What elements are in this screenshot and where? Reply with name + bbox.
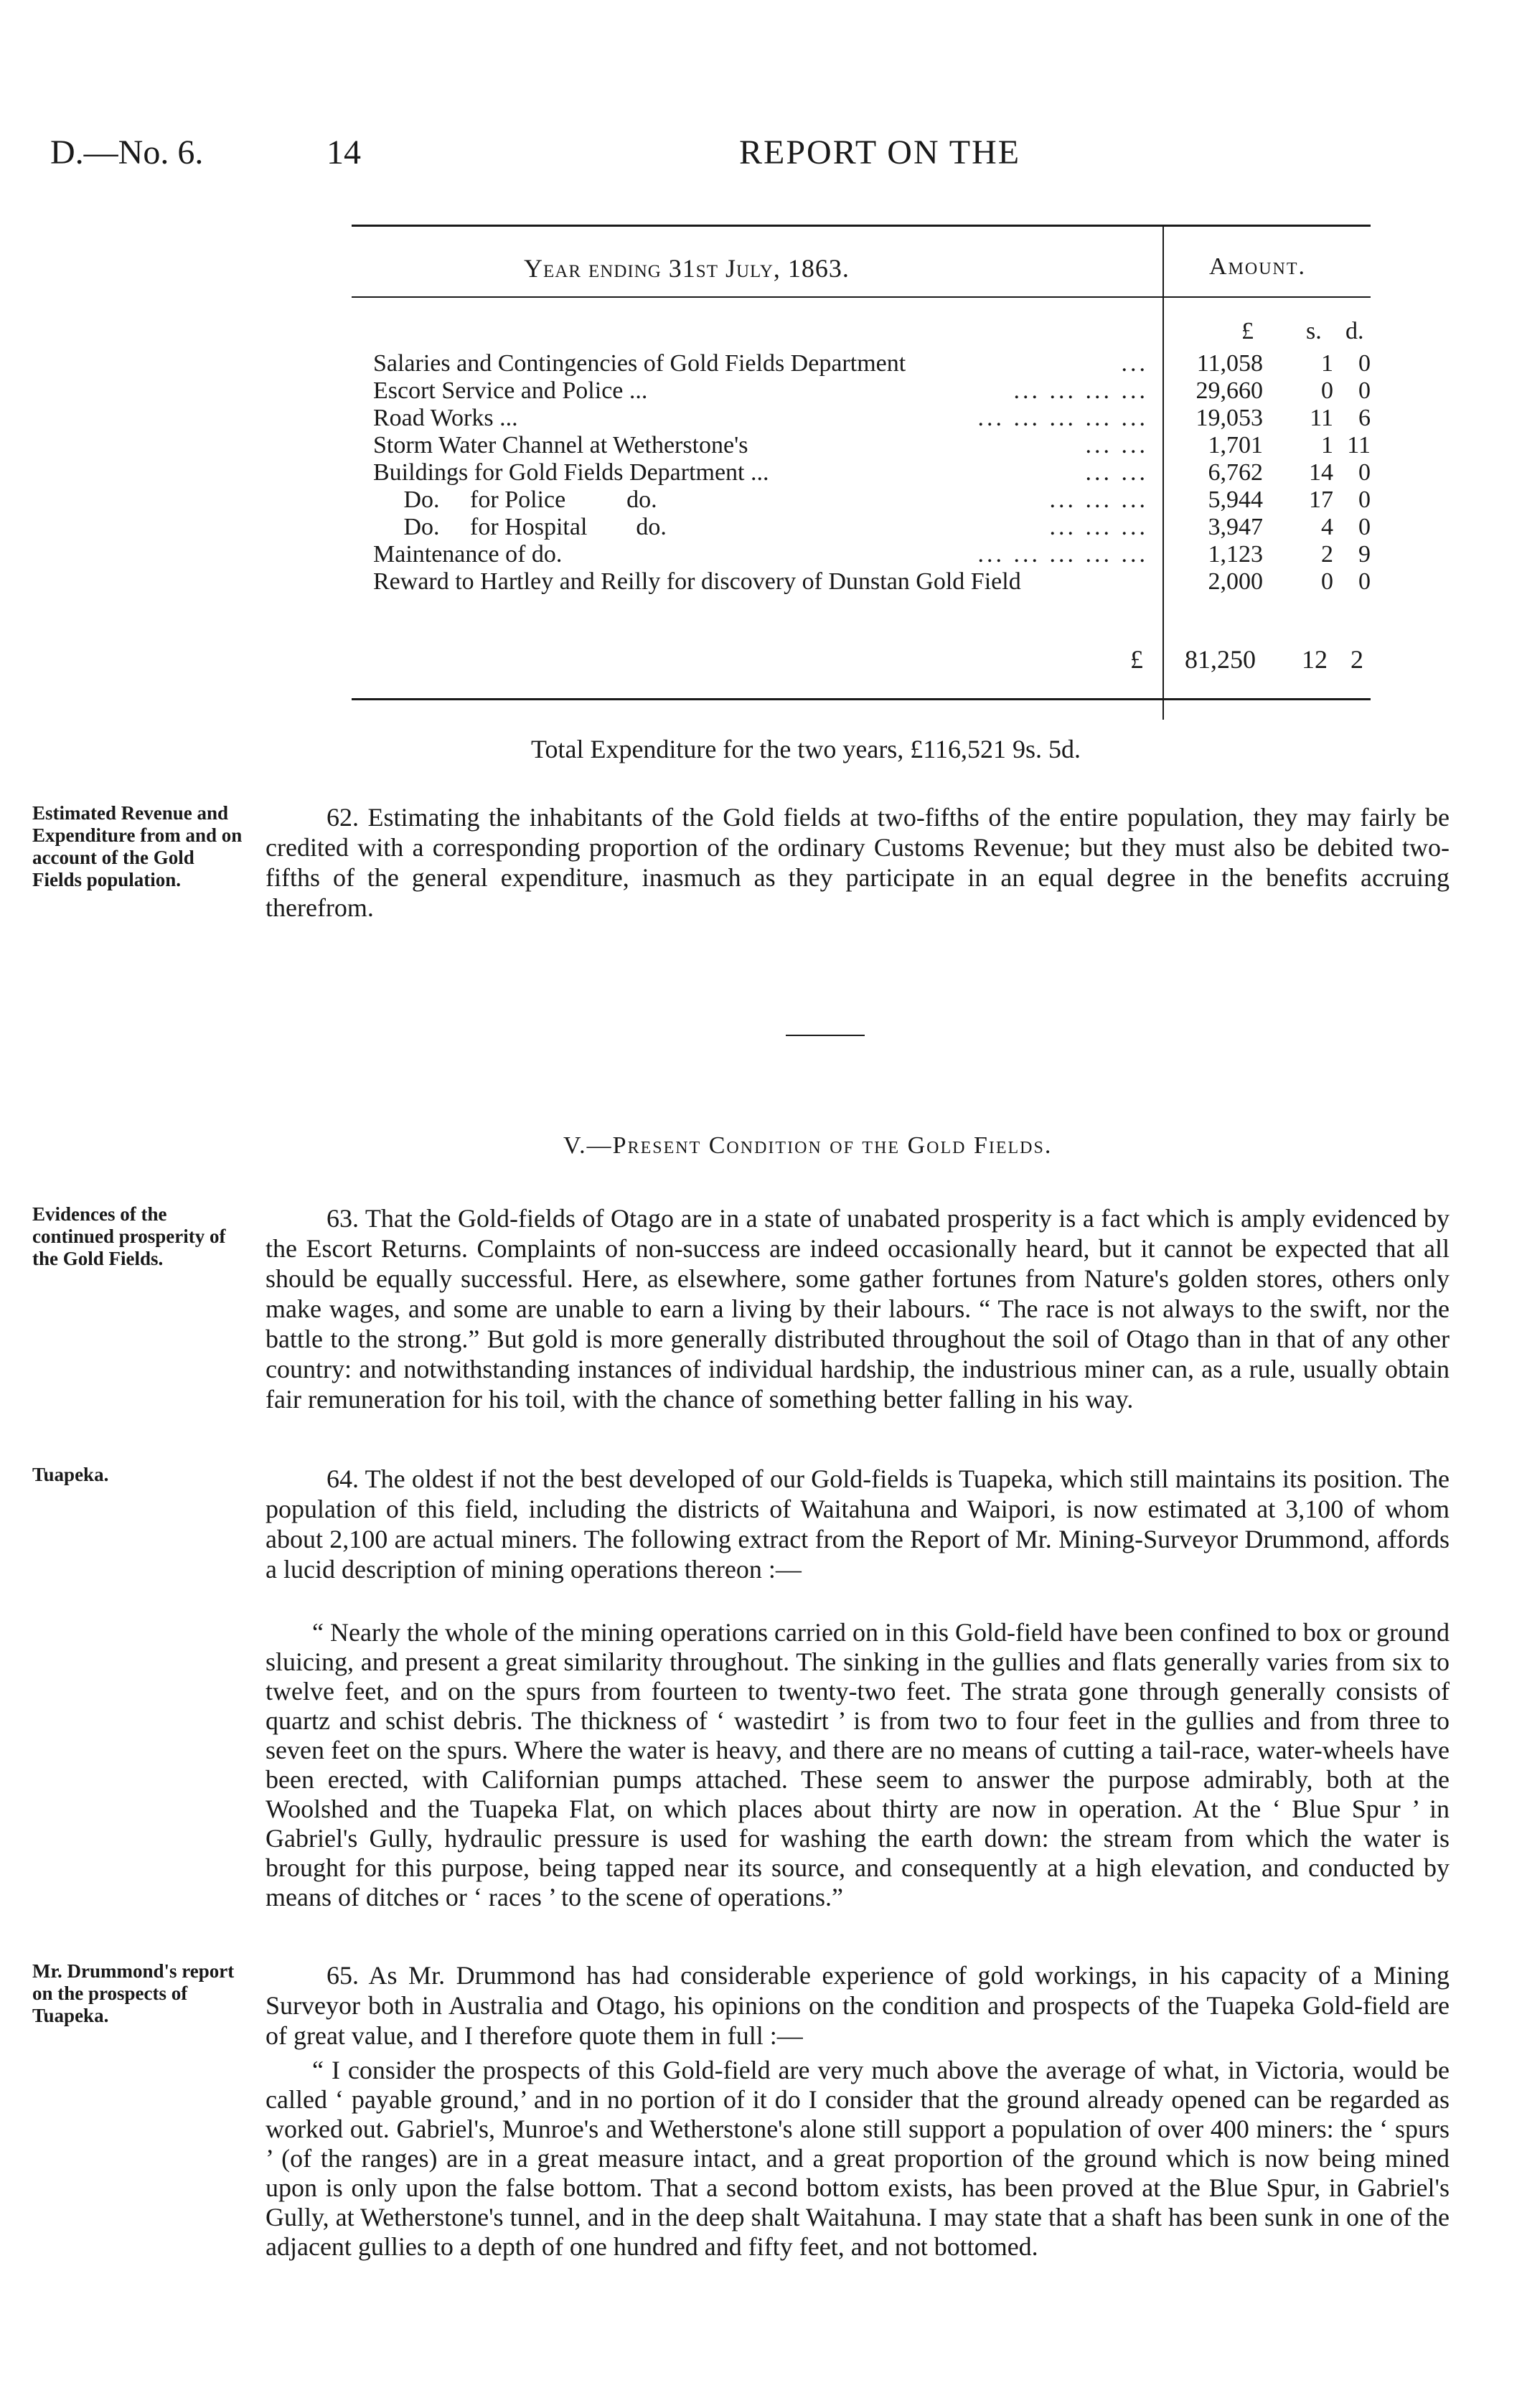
leader-dots: ... ... ... ... ...	[977, 541, 1148, 568]
pounds-value: 3,947	[1208, 514, 1263, 540]
pounds-unit: £	[1241, 318, 1254, 344]
row-label: Maintenance of do.	[373, 541, 563, 568]
pounds-value: 19,053	[1195, 405, 1263, 431]
shillings-value: 1	[1321, 432, 1333, 458]
table-row	[373, 514, 1371, 542]
margin-note-tuapeka: Tuapeka.	[32, 1464, 109, 1485]
margin-note-prosperity: Evidences of the continued prosperity of the Gold Fields.	[32, 1203, 226, 1269]
table-bottom-rule	[352, 698, 1371, 700]
row-label: Escort Service and Police ...	[373, 377, 648, 404]
shillings-value: 4	[1321, 514, 1333, 540]
shillings-value: 17	[1309, 486, 1333, 513]
total-expenditure-line: Total Expenditure for the two years, £116,521 9s. 5d.	[531, 735, 1081, 763]
table-heading-year: Year ending 31st July, 1863.	[524, 254, 850, 283]
pence-value: 11	[1347, 432, 1371, 458]
pounds-value: 1,123	[1208, 541, 1263, 568]
total-pounds: 81,250	[1185, 645, 1256, 674]
row-label: Storm Water Channel at Wetherstone's	[373, 432, 748, 458]
leader-dots: ... ...	[1085, 459, 1148, 486]
pounds-value: 5,944	[1208, 486, 1263, 513]
table-row	[373, 405, 1371, 433]
row-label: Buildings for Gold Fields Department ...	[373, 459, 769, 486]
table-total-row	[352, 644, 1371, 676]
shillings-value: 0	[1321, 568, 1333, 595]
table-row	[373, 541, 1371, 570]
leader-dots: ... ... ... ... ...	[977, 405, 1148, 431]
table-heading-amount: Amount.	[1209, 253, 1307, 280]
quote-text: “ I consider the prospects of this Gold-field are very much above the average of what, in Victoria, would be called ‘ payable ground,’ and in no portion of it do I consider that the ground already opened can be regarded as worked out. Gabriel's, Munroe's and Wetherstone's alone still support a population of over 400 miners: the ‘ spurs ’ (of the ranges) are in a great measure intact, and a great proportion of the ground which is now being mined upon is only upon the false bottom. That a second bottom exists, has been proved at the Blue Spur, in Gabriel's Gully, at Wetherstone's tunnel, and in the deep shalt Waitahuna. I may state that a shaft has been sunk in one of the adjacent gullies to a depth of one hundred and fifty feet, and not bottomed.	[266, 2056, 1450, 2261]
page-number: 14	[327, 133, 361, 171]
row-label: Reward to Hartley and Reilly for discovery of Dunstan Gold Field	[373, 568, 1021, 595]
table-row	[373, 486, 1371, 515]
table-row	[373, 350, 1371, 379]
total-pence: 2	[1350, 645, 1363, 674]
paragraph-text: 63. That the Gold-fields of Otago are in a state of unabated prosperity is a fact which is amply evidenced by the Escort Returns. Complaints of non-success are indeed occasionally heard, but it cannot be expected that all should be equally successful. Here, as elsewhere, some gather fortunes from Nature's golden stores, others only make wages, and some are unable to earn a living by their labours. “ The race is not always to the swift, nor the battle to the strong.” But gold is more generally distributed throughout the soil of Otago than in that of any other country: and notwithstanding instances of individual hardship, the industrious miner can, as a rule, usually obtain fair remuneration for his toil, with the chance of something better falling in his way.	[266, 1204, 1450, 1414]
pence-value: 0	[1358, 350, 1371, 377]
pence-value: 0	[1358, 514, 1371, 540]
pence-value: 0	[1358, 568, 1371, 595]
pounds-value: 6,762	[1208, 459, 1263, 486]
leader-dots: ... ...	[1085, 432, 1148, 458]
pence-value: 0	[1358, 459, 1371, 486]
paragraph-text: 65. As Mr. Drummond has had considerable experience of gold workings, in his capacity of a Mining Surveyor both in Australia and Otago, his opinions on the condition and prospects of the Tuapeka Gold-field are of great value, and I therefore quote them in full :—	[266, 1961, 1450, 2050]
table-row	[373, 432, 1371, 461]
table-row	[373, 459, 1371, 488]
table-top-rule	[352, 225, 1371, 227]
pounds-value: 1,701	[1208, 432, 1263, 458]
running-title: REPORT ON THE	[739, 133, 1021, 171]
paragraph-62	[266, 802, 1450, 923]
shillings-value: 11	[1310, 405, 1333, 431]
row-label: Do. for Hospital do.	[373, 514, 667, 540]
leader-dots: ... ... ...	[1049, 486, 1148, 513]
section-heading: V.—Present Condition of the Gold Fields.	[563, 1132, 1053, 1159]
shillings-value: 0	[1321, 377, 1333, 404]
section-separator	[786, 1035, 865, 1036]
shillings-value: 2	[1321, 541, 1333, 568]
margin-note-estimated-revenue: Estimated Revenue and Expenditure from and on account of the Gold Fields population.	[32, 802, 243, 890]
pounds-value: 11,058	[1196, 350, 1263, 377]
quote-text: “ Nearly the whole of the mining operations carried on in this Gold-field have been confined to box or ground sluicing, and present a great similarity throughout. The sinking in the gullies and flats generally varies from six to twelve feet, and on the spurs from fourteen to twenty-two feet. The strata gone through generally consists of quartz and schist debris. The thickness of ‘ wastedirt ’ is from two to four feet in the gullies and from three to seven feet on the spurs. Where the water is heavy, and there are no means of cutting a tail-race, water-wheels have been erected, with Californian pumps attached. These seem to answer the purpose admirably, both at the Woolshed and the Tuapeka Flat, on which places about thirty are now in operation. At the ‘ Blue Spur ’ in Gabriel's Gully, hydraulic pressure is used for washing the earth down: the stream from which the water is brought for this purpose, being tapped near its source, and consequently at a high elevation, and conducted by means of ditches or ‘ races ’ to the scene of operations.”	[266, 1618, 1450, 1911]
pence-value: 0	[1358, 486, 1371, 513]
pounds-value: 29,660	[1195, 377, 1263, 404]
shillings-value: 1	[1321, 350, 1333, 377]
total-pound-symbol: £	[1130, 645, 1143, 674]
shillings-unit: s.	[1306, 318, 1322, 344]
margin-note-drummond-report: Mr. Drummond's report on the prospects of Tuapeka.	[32, 1960, 235, 2026]
total-shillings: 12	[1302, 645, 1328, 674]
pence-unit: d.	[1345, 318, 1364, 344]
shillings-value: 14	[1309, 459, 1333, 486]
table-row	[373, 568, 1371, 597]
paragraph-65	[266, 1960, 1450, 2051]
pounds-value: 2,000	[1208, 568, 1263, 595]
paragraph-text: 64. The oldest if not the best developed of our Gold-fields is Tuapeka, which still maintains its position. The population of this field, including the districts of Waitahuna and Waipori, is now estimated at 3,100 of whom about 2,100 are actual miners. The following extract from the Report of Mr. Mining-Surveyor Drummond, affords a lucid description of mining operations thereon :—	[266, 1464, 1450, 1584]
paragraph-64	[266, 1464, 1450, 1584]
row-label: Road Works ...	[373, 405, 518, 431]
quote-65	[266, 2056, 1450, 2262]
table-heading-rule	[352, 296, 1371, 298]
table-row	[373, 377, 1371, 406]
paragraph-63	[266, 1203, 1450, 1414]
pence-value: 6	[1358, 405, 1371, 431]
pence-value: 9	[1358, 541, 1371, 568]
row-label: Do. for Police do.	[373, 486, 657, 513]
page-header	[43, 133, 1479, 183]
quote-64	[266, 1618, 1450, 1912]
paragraph-text: 62. Estimating the inhabitants of the Gold fields at two-fifths of the entire population, they may fairly be credited with a corresponding proportion of the ordinary Customs Revenue; but they must also be debited two-fifths of the general expenditure, inasmuch as they participate in an equal degree in the benefits accruing therefrom.	[266, 803, 1450, 922]
leader-dots: ... ... ... ...	[1013, 377, 1148, 404]
leader-dots: ...	[1121, 350, 1148, 377]
row-label: Salaries and Contingencies of Gold Fields Department	[373, 350, 906, 377]
leader-dots: ... ... ...	[1049, 514, 1148, 540]
pence-value: 0	[1358, 377, 1371, 404]
document-id: D.—No. 6.	[50, 133, 204, 171]
